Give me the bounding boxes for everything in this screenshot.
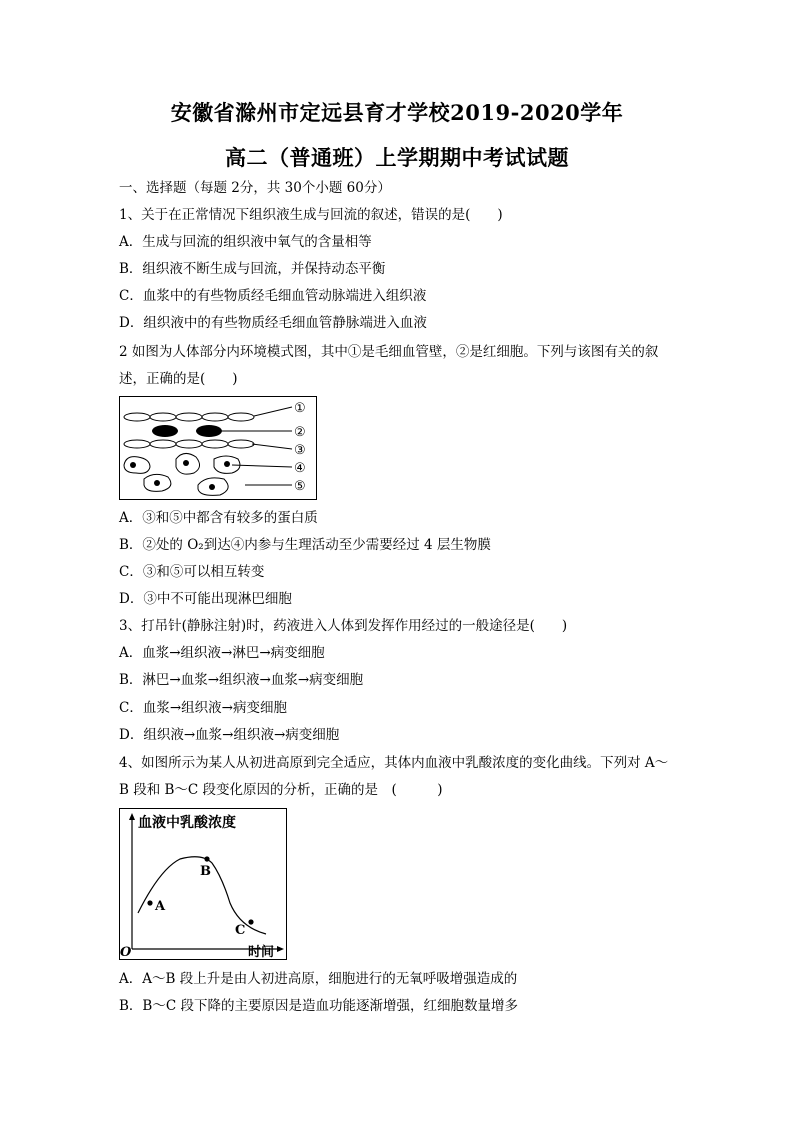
q4-stem-line-1: 4、如图所示为某人从初进高原到完全适应，其体内血液中乳酸浓度的变化曲线。下列对 A～ [119, 755, 669, 771]
page-title-line-2: 高二（普通班）上学期期中考试试题 [225, 145, 569, 170]
q3-option-c: C．血浆→组织液→病变细胞 [119, 700, 287, 716]
q2-stem-line-2: 述，正确的是( ) [119, 371, 238, 387]
page-title-line-1: 安徽省滁州市定远县育才学校2019-2020学年 [170, 100, 624, 125]
chart-ylabel: 血液中乳酸浓度 [138, 815, 236, 831]
q3-option-b: B．淋巴→血浆→组织液→血浆→病变细胞 [119, 672, 364, 688]
q3-stem: 3、打吊针(静脉注射)时，药液进入人体到发挥作用经过的一般途径是( ) [119, 618, 568, 634]
q2-option-a: A．③和⑤中都含有较多的蛋白质 [119, 510, 318, 526]
q2-option-c: C．③和⑤可以相互转变 [119, 564, 265, 580]
point-b-marker [204, 856, 209, 861]
q2-option-d: D．③中不可能出现淋巴细胞 [119, 591, 292, 607]
point-c-marker [248, 919, 253, 924]
q3-option-a: A．血浆→组织液→淋巴→病变细胞 [119, 645, 325, 661]
diagram-label-4: ④ [294, 461, 306, 476]
diagram-label-5: ⑤ [294, 479, 306, 494]
q4-option-b: B．B～C 段下降的主要原因是造血功能逐渐增强，红细胞数量增多 [119, 998, 518, 1014]
point-c-label: C [235, 923, 246, 938]
q2-stem-line-1: 2 如图为人体部分内环境模式图，其中①是毛细血管壁，②是红细胞。下列与该图有关的叙 [119, 344, 659, 360]
section-heading: 一、选择题（每题 2分，共 30个小题 60分） [119, 180, 391, 196]
q1-option-c: C．血浆中的有些物质经毛细血管动脉端进入组织液 [119, 288, 427, 304]
diagram-label-3: ③ [294, 443, 306, 458]
diagram-label-1: ① [294, 401, 306, 416]
environment-diagram [119, 396, 317, 500]
q1-stem: 1、关于在正常情况下组织液生成与回流的叙述，错误的是( ) [119, 207, 503, 223]
diagram-label-2: ② [294, 425, 306, 440]
q2-option-b: B．②处的 O₂到达④内参与生理活动至少需要经过 4 层生物膜 [119, 537, 491, 553]
q4-option-a: A．A～B 段上升是由人初进高原，细胞进行的无氧呼吸增强造成的 [119, 971, 518, 987]
point-a-marker [147, 900, 152, 905]
point-b-label: B [200, 864, 211, 879]
chart-origin-label: O [120, 945, 132, 959]
point-a-label: A [155, 899, 166, 914]
q3-option-d: D．组织液→血浆→组织液→病变细胞 [119, 727, 340, 743]
lactate-chart [119, 808, 287, 960]
chart-xlabel: 时间 [248, 945, 275, 959]
q4-stem-line-2: B 段和 B～C 段变化原因的分析，正确的是 ( ) [119, 782, 443, 798]
q1-option-b: B．组织液不断生成与回流，并保持动态平衡 [119, 261, 386, 277]
q1-option-d: D．组织液中的有些物质经毛细血管静脉端进入血液 [119, 315, 427, 331]
q1-option-a: A．生成与回流的组织液中氧气的含量相等 [119, 234, 372, 250]
